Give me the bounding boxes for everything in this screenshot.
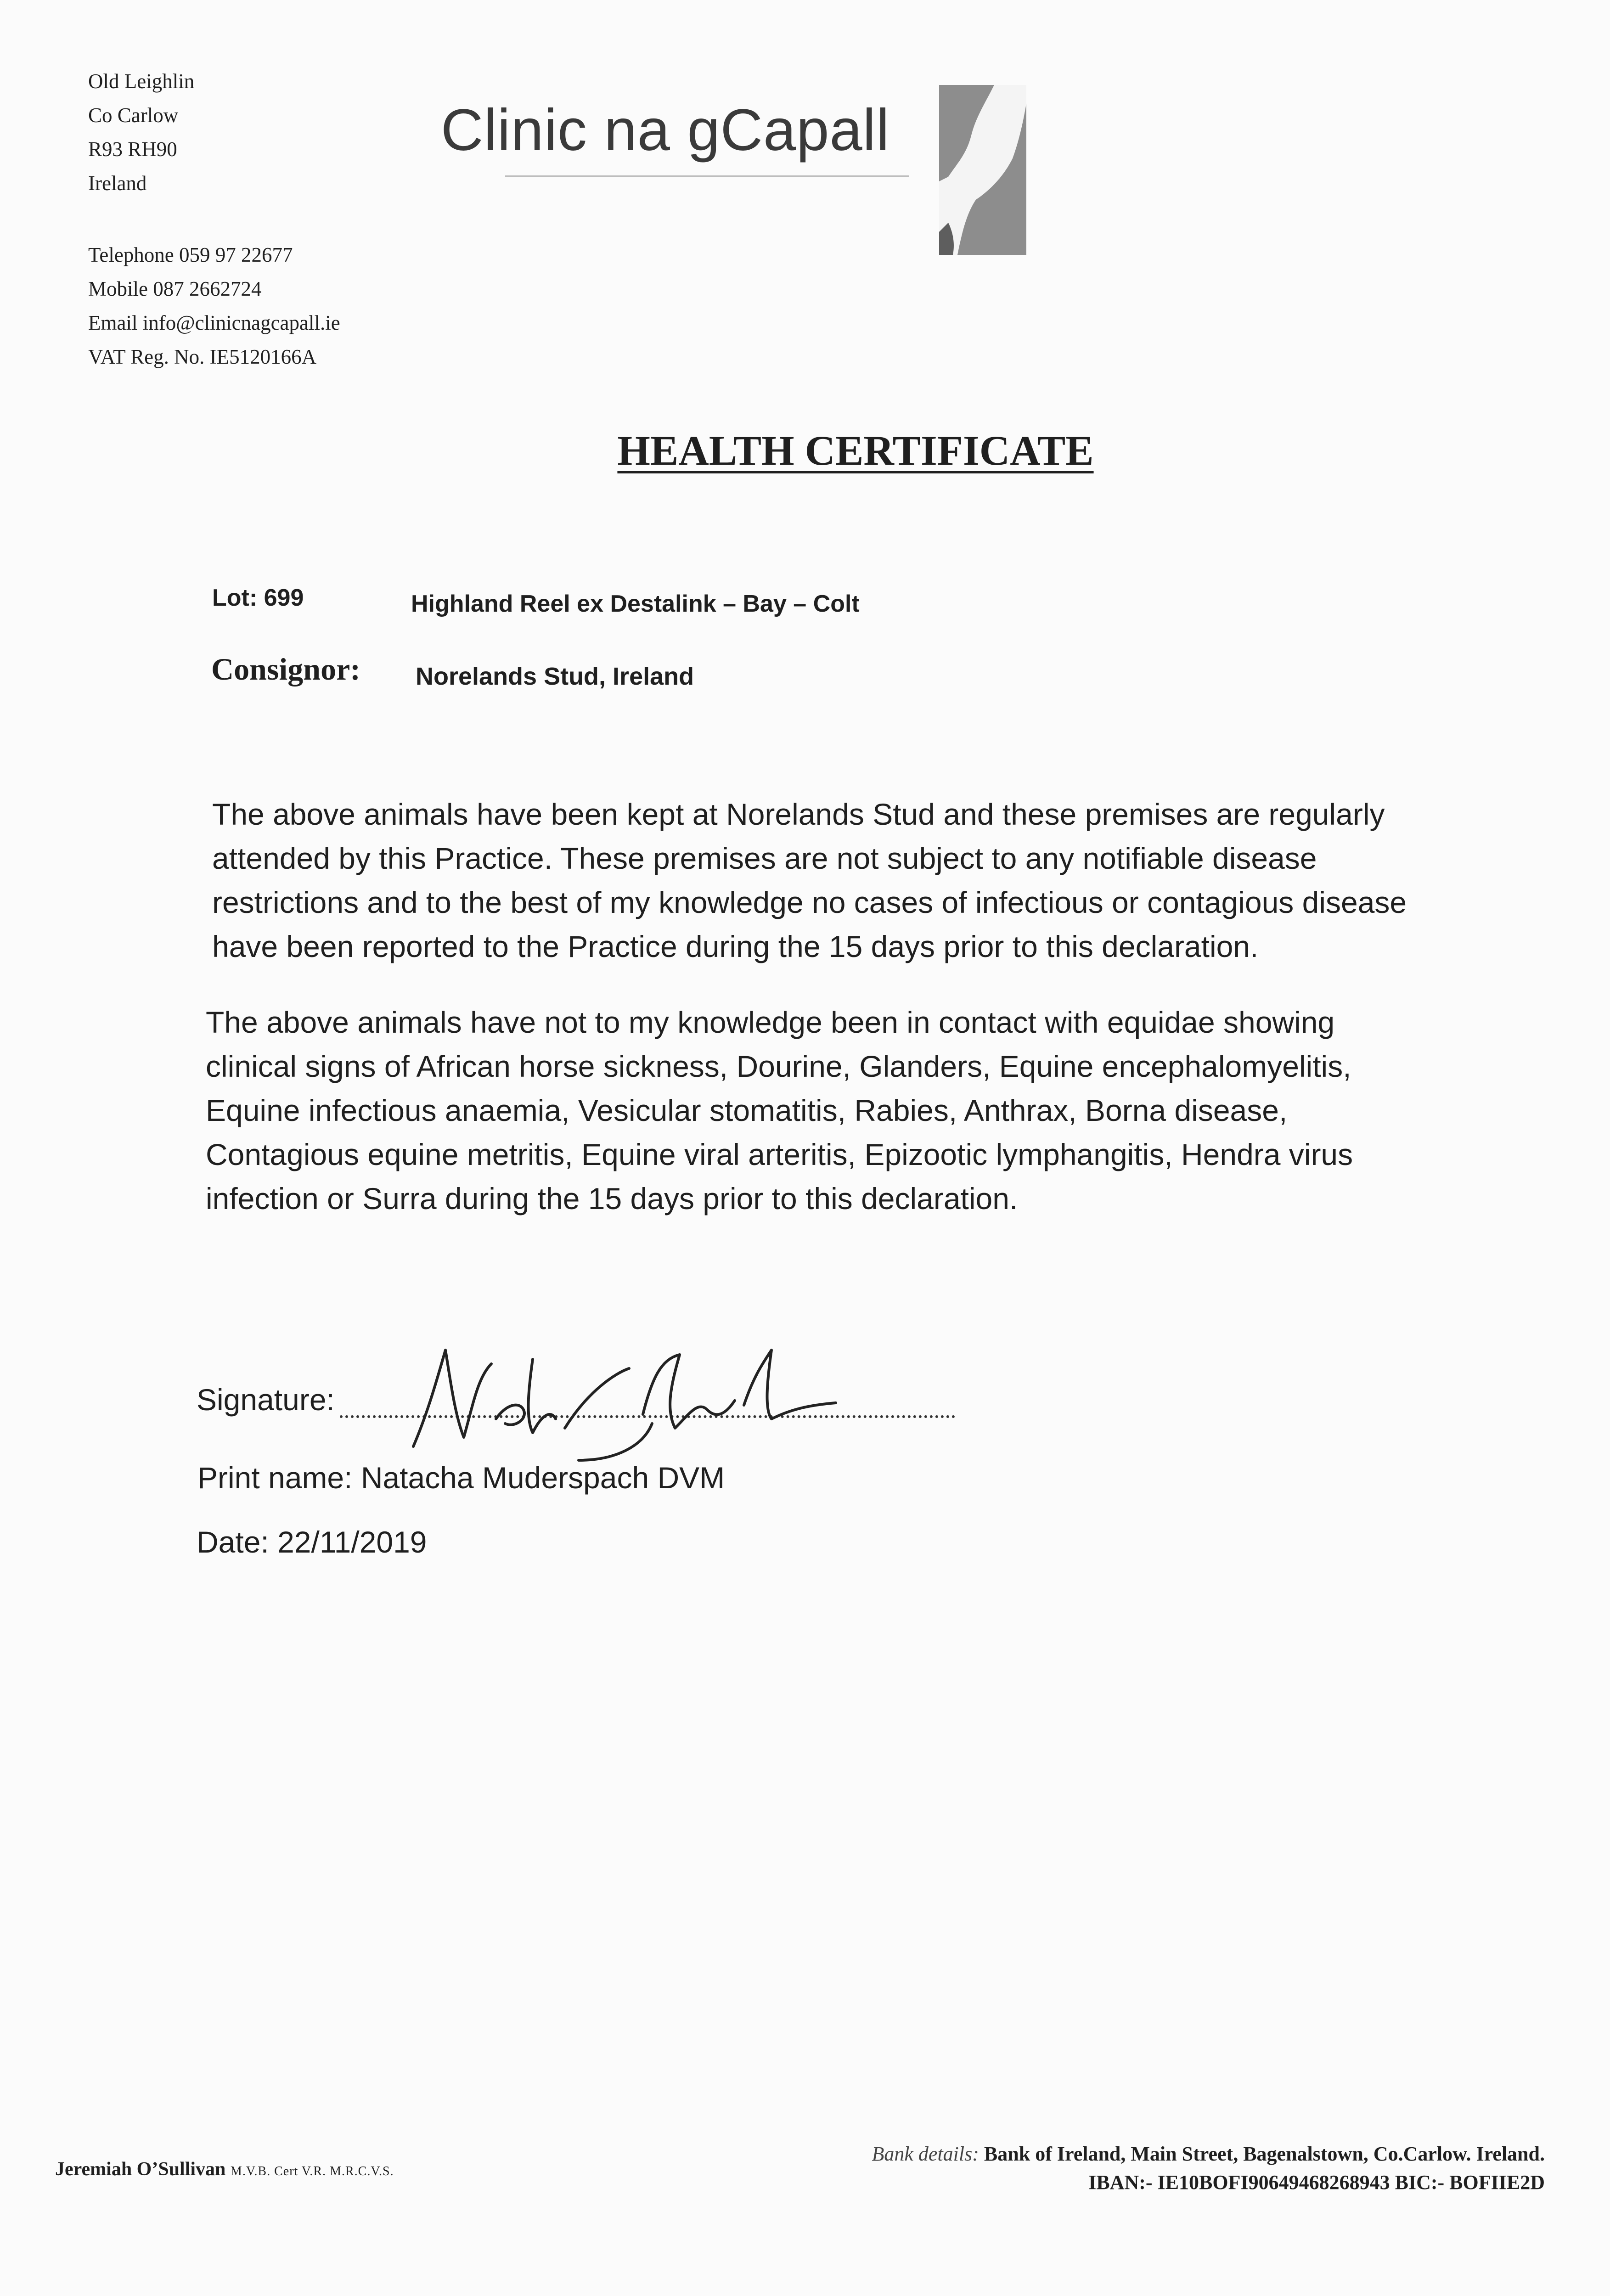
iban-bic: IBAN:- IE10BOFI90649468268943 BIC:- BOFIIE2D (1088, 2171, 1545, 2194)
declaration-paragraph: The above animals have been kept at Norelands Stud and these premises are regularly attended by this Practice. These premises are not subject to any notifiable disease restrictions and to the best of my knowledge no cases of infectious or contagious disease have been reported to the Practice during the 15 days prior to this declaration. (212, 797, 1407, 963)
telephone: Telephone 059 97 22677 (88, 243, 293, 266)
lot-description: Highland Reel ex Destalink – Bay – Colt (411, 591, 860, 617)
date: Date: 22/11/2019 (197, 1525, 427, 1559)
signature-label: Signature: (197, 1383, 335, 1417)
vet-name (55, 2158, 394, 2180)
address-line: R93 RH90 (88, 138, 177, 161)
horse-head-icon (939, 85, 1026, 255)
handwritten-signature (358, 1322, 863, 1469)
address-line: Old Leighlin (88, 70, 195, 93)
clinic-logo-text: Clinic na gCapall (441, 97, 890, 163)
vet-qualifications: M.V.B. Cert V.R. M.R.C.V.S. (230, 2164, 394, 2178)
mobile: Mobile 087 2662724 (88, 277, 262, 300)
address-block (88, 64, 194, 200)
print-name: Print name: Natacha Muderspach DVM (197, 1461, 725, 1495)
bank-label: Bank details: (872, 2143, 979, 2165)
contact-declaration-paragraph: The above animals have not to my knowledge been in contact with equidae showing clinical signs of African horse sickness, Dourine, Glanders, Equine encephalomyelitis, Equine infectious anaemia, Vesicular stomatitis, Rabies, Anthrax, Borna disease, Contagious equine metritis, Equine viral arteritis, Epizootic lymphangitis, Hendra virus infection or Surra during the 15 days prior to this declaration. (206, 1005, 1353, 1216)
vet-name-text: Jeremiah O’Sullivan (55, 2159, 226, 2180)
consignor-value: Norelands Stud, Ireland (416, 663, 694, 690)
address-line: Co Carlow (88, 104, 179, 127)
email: Email info@clinicnagcapall.ie (88, 311, 340, 334)
vat-number: VAT Reg. No. IE5120166A (88, 345, 317, 368)
document-title: HEALTH CERTIFICATE (617, 427, 1094, 474)
lot-label: Lot: 699 (212, 585, 304, 611)
consignor-label: Consignor: (211, 652, 360, 687)
bank-details (872, 2140, 1545, 2197)
contact-block (88, 238, 340, 374)
bank-address: Bank of Ireland, Main Street, Bagenalstown, Co.Carlow. Ireland. (984, 2143, 1545, 2165)
logo-underline (505, 175, 909, 177)
address-line: Ireland (88, 172, 147, 195)
